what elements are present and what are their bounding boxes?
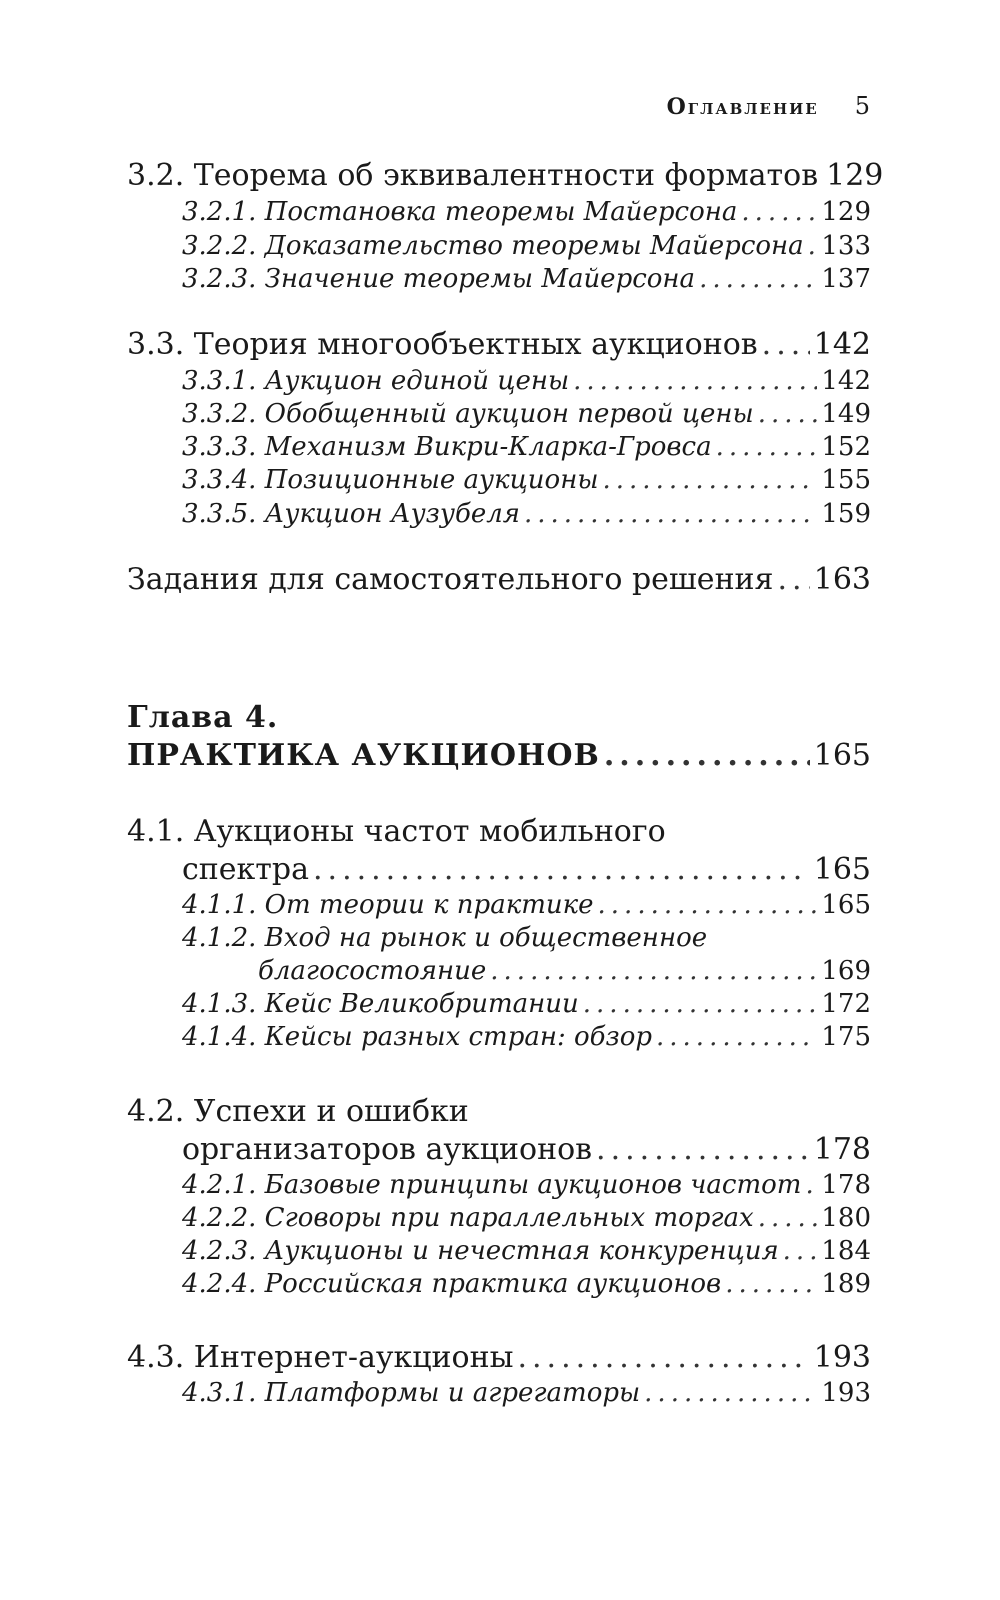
toc-entry xyxy=(0,814,871,849)
toc-subentry-continuation xyxy=(0,956,871,986)
toc-entry-continuation xyxy=(0,1132,871,1167)
toc-subentry xyxy=(0,231,871,261)
toc-subentry xyxy=(0,366,871,396)
toc-entry-page: 155 xyxy=(821,465,871,495)
toc-entry xyxy=(0,158,884,193)
toc-subentry xyxy=(0,432,871,462)
chapter-title: ПРАКТИКА АУКЦИОНОВ xyxy=(127,738,600,773)
toc-subentry xyxy=(0,465,871,495)
leader-dots xyxy=(583,989,818,1019)
toc-entry-label: 3.2.1. Постановка теоремы Майерсона xyxy=(182,197,738,227)
leader-dots xyxy=(716,432,818,462)
toc-entry-page: 172 xyxy=(821,989,871,1019)
leader-dots xyxy=(603,465,818,495)
toc-entry-label: 4.1.2. Вход на рынок и общественное xyxy=(182,923,708,953)
toc-entry-continuation xyxy=(0,852,871,887)
leader-dots xyxy=(762,327,810,362)
toc-entry-label: 4.1.1. От теории к практике xyxy=(182,890,594,920)
toc-entry-page: 152 xyxy=(821,432,871,462)
toc-subentry xyxy=(0,399,871,429)
toc-entry-page: 178 xyxy=(813,1132,871,1167)
toc-entry-page: 133 xyxy=(821,231,871,261)
leader-dots xyxy=(517,1340,809,1375)
toc-entry-label: 4.3.1. Платформы и агрегаторы xyxy=(182,1378,641,1408)
toc-entry-page: 175 xyxy=(821,1022,871,1052)
toc-entry-label: 3.3.2. Обобщенный аукцион первой цены xyxy=(182,399,754,429)
toc-entry xyxy=(0,562,871,597)
toc-entry-label: 3.2. Теорема об эквивалентности форматов xyxy=(127,158,819,193)
chapter-number xyxy=(0,700,871,735)
leader-dots xyxy=(656,1022,817,1052)
leader-dots xyxy=(758,1203,818,1233)
leader-dots xyxy=(490,956,817,986)
toc-entry-page: 184 xyxy=(821,1236,871,1266)
toc-entry-page: 178 xyxy=(821,1170,871,1200)
toc-entry-label: 3.3. Теория многообъектных аукционов xyxy=(127,327,758,362)
toc-subentry xyxy=(0,1203,871,1233)
toc-entry-label: 3.3.1. Аукцион единой цены xyxy=(182,366,570,396)
chapter-label: Глава 4. xyxy=(127,700,279,735)
toc-subentry xyxy=(0,1236,871,1266)
toc-entry-page: 169 xyxy=(821,956,871,986)
toc-subentry xyxy=(0,1170,871,1200)
toc-entry-page: 165 xyxy=(821,890,871,920)
toc-entry-page: 129 xyxy=(821,197,871,227)
toc-subentry xyxy=(0,923,871,953)
leader-dots xyxy=(758,399,818,429)
toc-entry xyxy=(0,1340,871,1375)
toc-subentry xyxy=(0,499,871,529)
toc-entry-label: 3.2.3. Значение теоремы Майерсона xyxy=(182,264,696,294)
leader-dots xyxy=(783,1236,818,1266)
toc-entry-label: 3.3.4. Позиционные аукционы xyxy=(182,465,599,495)
leader-dots xyxy=(741,197,817,227)
toc-entry-page: 165 xyxy=(813,852,871,887)
toc-subentry xyxy=(0,1269,871,1299)
toc-subentry xyxy=(0,264,871,294)
running-header xyxy=(667,92,870,120)
toc-entry-label: 4.1. Аукционы частот мобильного xyxy=(127,814,666,849)
toc-entry-label: 4.2.3. Аукционы и нечестная конкуренция xyxy=(182,1236,779,1266)
toc-entry-page: 163 xyxy=(813,562,871,597)
header-page-number: 5 xyxy=(854,92,870,120)
toc-subentry xyxy=(0,890,871,920)
leader-dots xyxy=(644,1378,817,1408)
leader-dots xyxy=(777,562,809,597)
leader-dots xyxy=(596,1132,810,1167)
toc-entry-label: 3.2.2. Доказательство теоремы Майерсона xyxy=(182,231,804,261)
toc-entry-label: 3.3.5. Аукцион Аузубеля xyxy=(182,499,520,529)
leader-dots xyxy=(805,1170,817,1200)
toc-entry-label: 4.3. Интернет-аукционы xyxy=(127,1340,514,1375)
toc-entry-page: 159 xyxy=(821,499,871,529)
toc-entry-label: благосостояние xyxy=(258,956,487,986)
leader-dots xyxy=(524,499,817,529)
toc-entry-label: 4.1.4. Кейсы разных стран: обзор xyxy=(182,1022,653,1052)
toc-entry-page: 193 xyxy=(821,1378,871,1408)
toc-entry-label: 4.2.1. Базовые принципы аукционов частот xyxy=(182,1170,802,1200)
toc-entry-page: 165 xyxy=(813,738,871,773)
toc-subentry xyxy=(0,1022,871,1052)
leader-dots xyxy=(573,366,817,396)
toc-subentry xyxy=(0,989,871,1019)
toc-entry xyxy=(0,1094,871,1129)
header-title: Оглавление xyxy=(666,94,819,120)
toc-entry-label: 4.2.2. Сговоры при параллельных торгах xyxy=(182,1203,754,1233)
toc-entry-label: спектра xyxy=(182,852,309,887)
toc-entry-label: Задания для самостоятельного решения xyxy=(127,562,774,597)
toc-entry-page: 129 xyxy=(826,158,884,193)
toc-entry-page: 137 xyxy=(821,264,871,294)
toc-entry-page: 193 xyxy=(813,1340,871,1375)
toc-entry-page: 142 xyxy=(813,327,871,362)
leader-dots xyxy=(808,231,818,261)
toc-entry-page: 180 xyxy=(821,1203,871,1233)
toc-entry-page: 142 xyxy=(821,366,871,396)
toc-entry-label: 4.2.4. Российская практика аукционов xyxy=(182,1269,722,1299)
toc-entry-label: 4.2. Успехи и ошибки xyxy=(127,1094,469,1129)
leader-dots xyxy=(598,890,818,920)
chapter-entry xyxy=(0,738,871,773)
toc-entry xyxy=(0,327,871,362)
leader-dots xyxy=(725,1269,817,1299)
toc-entry-label: 4.1.3. Кейс Великобритании xyxy=(182,989,579,1019)
leader-dots xyxy=(313,852,810,887)
toc-entry-page: 189 xyxy=(821,1269,871,1299)
leader-dots xyxy=(699,264,817,294)
toc-subentry xyxy=(0,197,871,227)
toc-entry-page: 149 xyxy=(821,399,871,429)
toc-subentry xyxy=(0,1378,871,1408)
toc-entry-label: организаторов аукционов xyxy=(182,1132,593,1167)
leader-dots xyxy=(604,738,810,773)
toc-entry-label: 3.3.3. Механизм Викри-Кларка-Гровса xyxy=(182,432,712,462)
